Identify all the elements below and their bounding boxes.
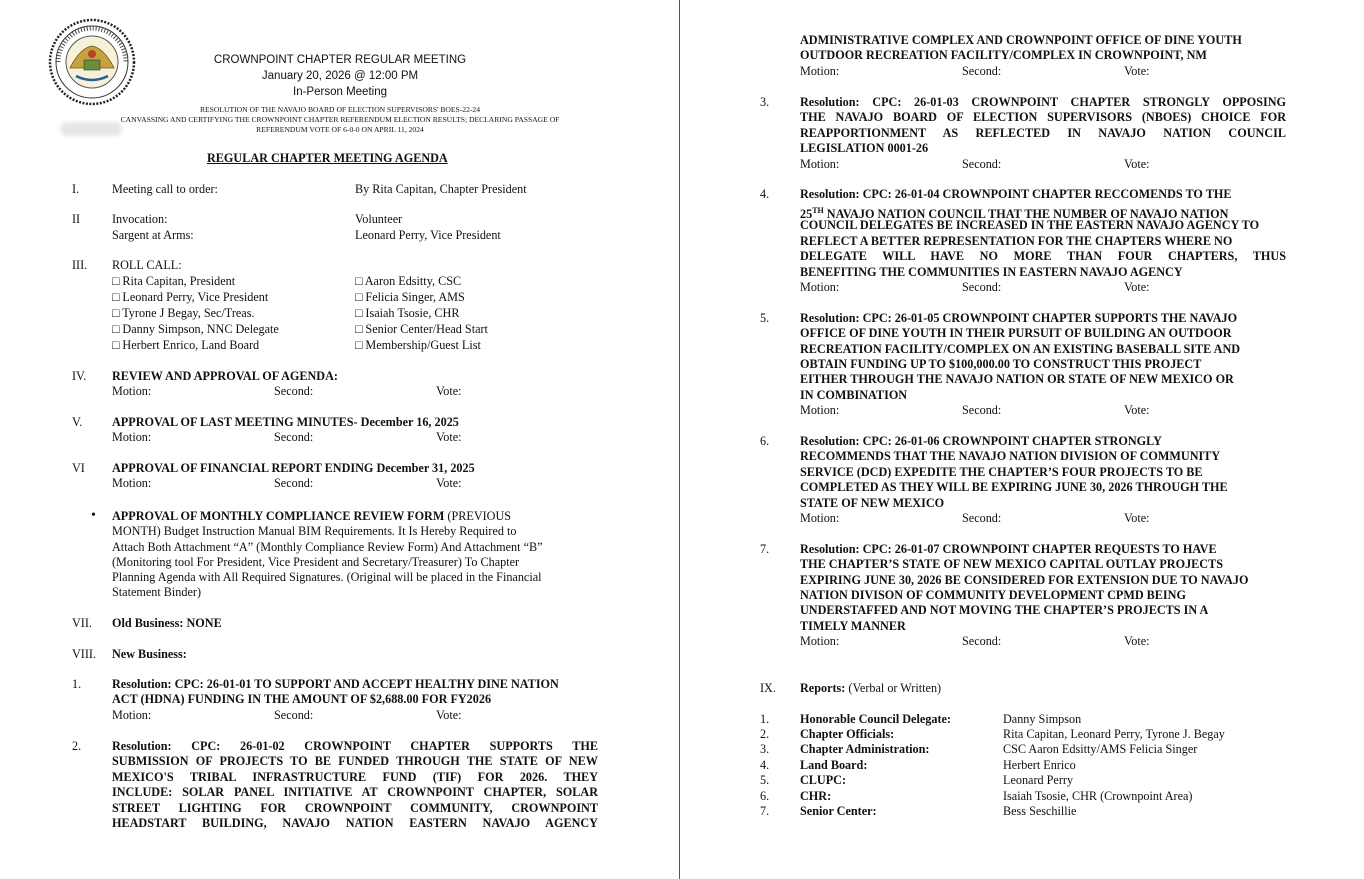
resolution-line: SERVICE (DCD) EXPEDITE THE CHAPTER’S FOUR PROJECTS TO BE [800, 465, 1203, 479]
resolution-line: SUBMISSION OF PROJECTS TO BE FUNDED THROUGH THE STATE OF NEW [112, 754, 598, 768]
second-label: Second: [962, 403, 1002, 417]
resolution-number: 4. [760, 187, 770, 201]
roll-call-item[interactable]: □ Isaiah Tsosie, CHR [355, 306, 460, 320]
item-number: I. [72, 182, 80, 196]
resolution-line: TIMELY MANNER [800, 619, 906, 633]
item-number: V. [72, 415, 83, 429]
checkbox-icon[interactable]: □ [355, 290, 363, 304]
resolution-line: ADMINISTRATIVE COMPLEX AND CROWNPOINT OFFICE OF DINE YOUTH [800, 33, 1242, 47]
checkbox-icon[interactable]: □ [112, 338, 120, 352]
second-label: Second: [274, 430, 314, 444]
redacted-mark [60, 122, 122, 136]
compliance-line: APPROVAL OF MONTHLY COMPLIANCE REVIEW FORM (PREVIOUS [112, 509, 512, 523]
report-number: 6. [760, 789, 770, 803]
resolution-line: NATION DIVISON OF COMMUNITY DEVELOPMENT CPMD BEING [800, 588, 1186, 602]
roll-call-item[interactable]: □ Rita Capitan, President [112, 274, 236, 288]
resolution-line: EITHER THROUGH THE NAVAJO NATION OR STATE OF NEW MEXICO OR [800, 372, 1234, 386]
checkbox-icon[interactable]: □ [355, 338, 363, 352]
resolution-line: ACT (HDNA) FUNDING IN THE AMOUNT OF $2,688.00 FOR FY2026 [112, 692, 492, 706]
invocation-value: Volunteer [355, 212, 403, 226]
report-label: Senior Center: [800, 804, 877, 818]
compliance-line: (Monitoring tool For President, Vice President and Secretary/Treasurer) To Chapter [112, 555, 520, 569]
call-to-order-value: By Rita Capitan, Chapter President [355, 182, 527, 196]
resolution-number: 5. [760, 311, 770, 325]
item-number: IX. [760, 681, 776, 695]
new-business-label: New Business: [112, 647, 187, 661]
item-number: VIII. [72, 647, 97, 661]
second-label: Second: [274, 384, 314, 398]
meeting-datetime: January 20, 2026 @ 12:00 PM [261, 70, 419, 82]
report-number: 4. [760, 758, 770, 772]
resolution-line: BENEFITING THE COMMUNITIES IN EASTERN NAVAJO AGENCY [800, 265, 1183, 279]
resolution-line: RECREATION FACILITY/COMPLEX ON AN EXISTING BASEBALL SITE AND [800, 342, 1241, 356]
vote-label: Vote: [1124, 157, 1150, 171]
roll-call-item[interactable]: □ Herbert Enrico, Land Board [112, 338, 260, 352]
vote-label: Vote: [1124, 64, 1150, 78]
vote-label: Vote: [1124, 280, 1150, 294]
vote-label: Vote: [436, 476, 462, 490]
roll-call-item[interactable]: □ Senior Center/Head Start [355, 322, 488, 336]
second-label: Second: [962, 157, 1002, 171]
motion-label: Motion: [800, 157, 840, 171]
second-label: Second: [962, 64, 1002, 78]
checkbox-icon[interactable]: □ [112, 274, 120, 288]
checkbox-icon[interactable]: □ [112, 322, 120, 336]
resolution-line: THE NAVAJO BOARD OF ELECTION SUPERVISORS (NBOES) CHOICE FOR [800, 110, 1286, 124]
item-number: VI [72, 461, 85, 475]
checkbox-icon[interactable]: □ [112, 306, 120, 320]
roll-call-item[interactable]: □ Tyrone J Begay, Sec/Treas. [112, 306, 255, 320]
roll-call-item[interactable]: □ Aaron Edsitty, CSC [355, 274, 462, 288]
roll-call-label: ROLL CALL: [112, 258, 182, 272]
resolution-line: IN COMBINATION [800, 388, 908, 402]
bullet-icon: • [91, 508, 96, 523]
report-label: CLUPC: [800, 773, 847, 787]
call-to-order-label: Meeting call to order: [112, 182, 218, 196]
resolution-number: 1. [72, 677, 82, 691]
roll-call-item[interactable]: □ Membership/Guest List [355, 338, 481, 352]
compliance-line: MONTH) Budget Instruction Manual BIM Requirements. It Is Hereby Required to [112, 524, 517, 538]
report-number: 2. [760, 727, 770, 741]
report-value: Herbert Enrico [1003, 758, 1076, 772]
resolution-line: OUTDOOR RECREATION FACILITY/COMPLEX IN CROWNPOINT, NM [800, 48, 1207, 62]
report-label: CHR: [800, 789, 832, 803]
roll-call-item[interactable]: □ Danny Simpson, NNC Delegate [112, 322, 279, 336]
resolution-line: RECOMMENDS THAT THE NAVAJO NATION DIVISION OF COMMUNITY [800, 449, 1221, 463]
compliance-line: Attach Both Attachment “A” (Monthly Compliance Review Form) And Attachment “B” [112, 540, 543, 554]
vote-label: Vote: [1124, 511, 1150, 525]
vote-label: Vote: [1124, 634, 1150, 648]
resolution-line: LEGISLATION 0001-26 [800, 141, 929, 155]
second-label: Second: [274, 708, 314, 722]
review-agenda-label: REVIEW AND APPROVAL OF AGENDA: [112, 369, 338, 383]
report-label: Land Board: [800, 758, 868, 772]
resolution-line: THE CHAPTER’S STATE OF NEW MEXICO CAPITAL OUTLAY PROJECTS [800, 557, 1224, 571]
report-label: Chapter Officials: [800, 727, 895, 741]
second-label: Second: [962, 634, 1002, 648]
resolution-line: COMPLETED AS THEY WILL BE EXPIRING JUNE 30, 2026 THROUGH THE [800, 480, 1228, 494]
report-label: Chapter Administration: [800, 742, 930, 756]
navajo-nation-seal-icon [46, 18, 138, 106]
old-business-label: Old Business: NONE [112, 616, 222, 630]
resolution-number: 6. [760, 434, 770, 448]
invocation-label: Invocation: [112, 212, 168, 226]
resolution-line: STATE OF NEW MEXICO [800, 496, 945, 510]
second-label: Second: [962, 511, 1002, 525]
report-number: 7. [760, 804, 770, 818]
motion-label: Motion: [112, 476, 152, 490]
report-number: 5. [760, 773, 770, 787]
resolution-line: OFFICE OF DINE YOUTH IN THEIR PURSUIT OF BUILDING AN OUTDOOR [800, 326, 1232, 340]
motion-label: Motion: [800, 280, 840, 294]
meeting-title: CROWNPOINT CHAPTER REGULAR MEETING [213, 54, 467, 66]
resolution-line: DELEGATE WILL HAVE NO MORE THAN FOUR CHAPTERS, THUS [800, 249, 1286, 263]
right-page [680, 0, 1364, 879]
resolution-line: REAPPORTIONMENT AS REFLECTED IN NAVAJO NATION COUNCIL [800, 126, 1286, 140]
report-value: Leonard Perry [1003, 773, 1074, 787]
financial-report-label: APPROVAL OF FINANCIAL REPORT ENDING December 31, 2025 [112, 461, 475, 475]
checkbox-icon[interactable]: □ [112, 290, 120, 304]
motion-label: Motion: [112, 384, 152, 398]
resolution-number: 2. [72, 739, 82, 753]
report-value: Rita Capitan, Leonard Perry, Tyrone J. Begay [1003, 727, 1225, 741]
resolution-line: Resolution: CPC: 26-01-02 CROWNPOINT CHAPTER SUPPORTS THE [112, 739, 598, 753]
resolution-line: Resolution: CPC: 26-01-07 CROWNPOINT CHAPTER REQUESTS TO HAVE [800, 542, 1217, 556]
resolution-line-2: CANVASSING AND CERTIFYING THE CROWNPOINT CHAPTER REFERENDUM ELECTION RESULTS; DECLARING PASSAGE OF [120, 115, 560, 124]
last-minutes-label: APPROVAL OF LAST MEETING MINUTES- December 16, 2025 [112, 415, 459, 429]
motion-label: Motion: [800, 634, 840, 648]
sergeant-value: Leonard Perry, Vice President [355, 228, 501, 242]
item-number: III. [72, 258, 88, 272]
report-value: Danny Simpson [1003, 712, 1082, 726]
resolution-line: INCLUDE: SOLAR PANEL INITIATIVE AT CROWNPOINT CHAPTER, SOLAR [112, 785, 598, 799]
checkbox-icon[interactable]: □ [355, 274, 363, 288]
report-value: Isaiah Tsosie, CHR (Crownpoint Area) [1003, 789, 1193, 803]
resolution-line: UNDERSTAFFED AND NOT MOVING THE CHAPTER’S PROJECTS IN A [800, 603, 1209, 617]
motion-label: Motion: [112, 708, 152, 722]
resolution-line: STREET LIGHTING FOR CROWNPOINT COMMUNITY, CROWNPOINT [112, 801, 598, 815]
vote-label: Vote: [436, 384, 462, 398]
resolution-number: 7. [760, 542, 770, 556]
report-value: CSC Aaron Edsitty/AMS Felicia Singer [1003, 742, 1198, 756]
resolution-line: Resolution: CPC: 26-01-01 TO SUPPORT AND ACCEPT HEALTHY DINE NATION [112, 677, 559, 691]
item-number: IV. [72, 369, 87, 383]
resolution-line-1: RESOLUTION OF THE NAVAJO BOARD OF ELECTION SUPERVISORS' BOES-22-24 [199, 105, 481, 114]
resolution-line-3: REFERENDUM VOTE OF 6-0-0 ON APRIL 11, 2024 [256, 125, 424, 134]
report-label: Honorable Council Delegate: [800, 712, 951, 726]
motion-label: Motion: [112, 430, 152, 444]
vote-label: Vote: [436, 430, 462, 444]
motion-label: Motion: [800, 511, 840, 525]
reports-heading: Reports: (Verbal or Written) [800, 681, 942, 695]
resolution-line: EXPIRING JUNE 30, 2026 BE CONSIDERED FOR EXTENSION DUE TO NAVAJO [800, 573, 1249, 587]
compliance-line: Statement Binder) [112, 585, 202, 599]
report-number: 3. [760, 742, 770, 756]
agenda-title: REGULAR CHAPTER MEETING AGENDA [207, 151, 448, 165]
sergeant-label: Sargent at Arms: [112, 228, 194, 242]
roll-call-item[interactable]: □ Leonard Perry, Vice President [112, 290, 269, 304]
item-number: VII. [72, 616, 92, 630]
motion-label: Motion: [800, 403, 840, 417]
resolution-line: MEXICO'S TRIBAL INFRASTRUCTURE FUND (TIF) FOR 2026. THEY [112, 770, 598, 784]
resolution-number: 3. [760, 95, 770, 109]
motion-label: Motion: [800, 64, 840, 78]
resolution-line: OBTAIN FUNDING UP TO $100,000.00 TO CONSTRUCT THIS PROJECT [800, 357, 1202, 371]
resolution-line: HEADSTART BUILDING, NAVAJO NATION EASTERN NAVAJO AGENCY [112, 816, 598, 830]
vote-label: Vote: [1124, 403, 1150, 417]
resolution-line: 25TH NAVAJO NATION COUNCIL THAT THE NUMBER OF NAVAJO NATION [800, 206, 1229, 222]
checkbox-icon[interactable]: □ [355, 306, 363, 320]
resolution-line: Resolution: CPC: 26-01-06 CROWNPOINT CHAPTER STRONGLY [800, 434, 1162, 448]
report-number: 1. [760, 712, 770, 726]
left-page [0, 0, 679, 879]
resolution-line: Resolution: CPC: 26-01-05 CROWNPOINT CHAPTER SUPPORTS THE NAVAJO [800, 311, 1238, 325]
checkbox-icon[interactable]: □ [355, 322, 363, 336]
vote-label: Vote: [436, 708, 462, 722]
second-label: Second: [274, 476, 314, 490]
second-label: Second: [962, 280, 1002, 294]
resolution-line: Resolution: CPC: 26-01-03 CROWNPOINT CHAPTER STRONGLY OPPOSING [800, 95, 1286, 109]
item-number: II [72, 212, 81, 226]
resolution-line: Resolution: CPC: 26-01-04 CROWNPOINT CHAPTER RECCOMENDS TO THE [800, 187, 1232, 201]
meeting-mode: In-Person Meeting [293, 86, 387, 98]
report-value: Bess Seschillie [1003, 804, 1077, 818]
resolution-line: REFLECT A BETTER REPRESENTATION FOR THE CHAPTERS WHERE NO [800, 234, 1233, 248]
compliance-line: Planning Agenda with All Required Signatures. (Original will be placed in the Financial [112, 570, 542, 584]
roll-call-item[interactable]: □ Felicia Singer, AMS [355, 290, 465, 304]
resolution-line: COUNCIL DELEGATES BE INCREASED IN THE EASTERN NAVAJO AGENCY TO [800, 218, 1260, 232]
